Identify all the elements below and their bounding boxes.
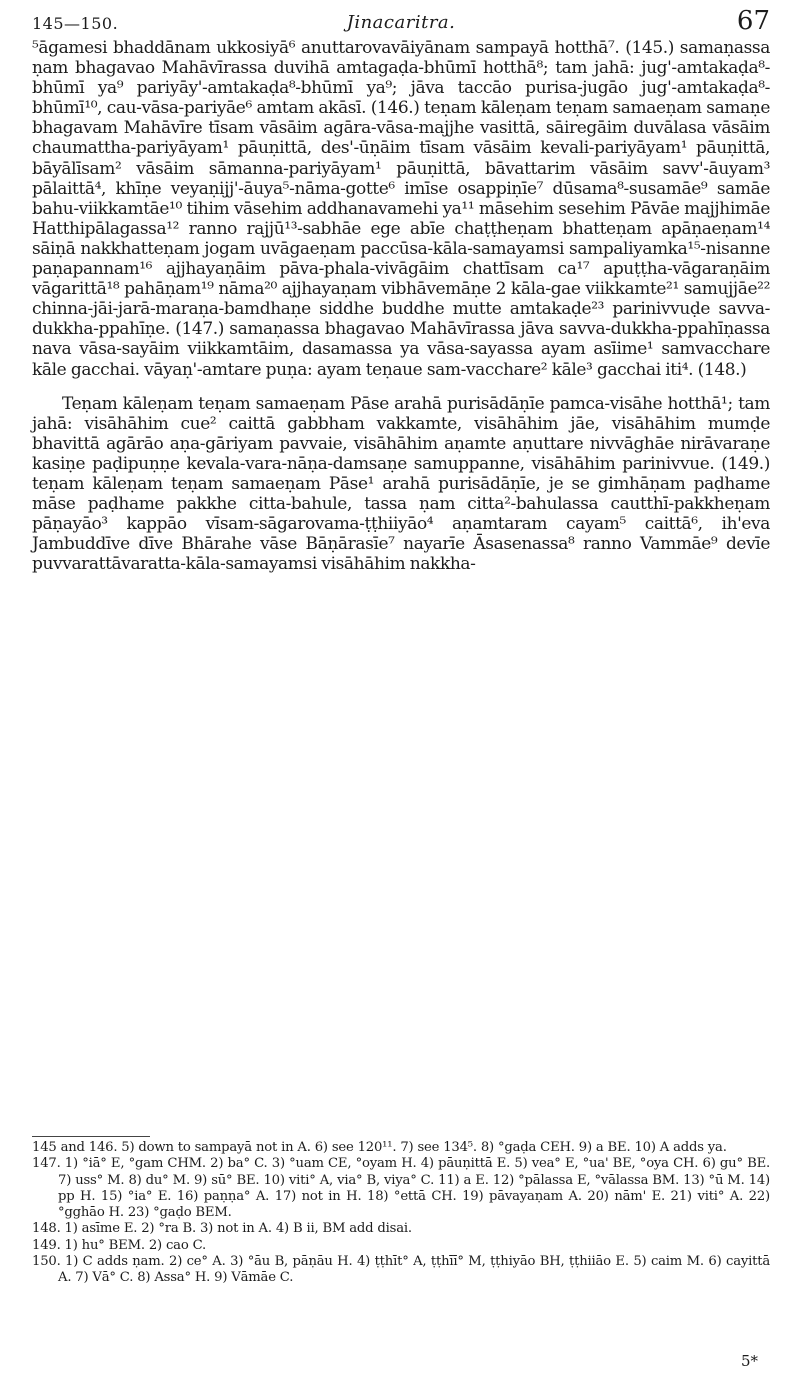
footnote: 147. 1) °iā° E, °gam CHM. 2) ba° C. 3) °uam CE, °oyam H. 4) pāuṇittā E. 5) vea° E, °ua' BE, °oya CH. 6) gu° BE. 7) uss° M. 8) du° M. 9) sū° BE. 10) viti° A, via° B, viya° C. 11) a E. 12) °pālassa E, °vālassa BM. 13) °ū M. 14) pp H. 15) °ia° E. 16) paṇṇa° A. 17) not in H. 18) °ettā CH. 19) pāvayaṇam A. 20) nām' E. 21) viti° A. 22) °gghāo H. 23) °gaḍo BEM. (32, 1156, 770, 1221)
section-range: 145—150. (32, 14, 119, 33)
paragraph: ⁵āgamesi bhaddānam ukkosiyā⁶ anuttarovavāiyānam sampayā hotthā⁷. (145.) samaṇassa ṇam bhagavao Mahāvīrassa duvihā amtagaḍa-bhūmī hotthā⁸; tam jahā: jug'-amtakaḍa⁸-bhūmī ya⁹ pariyāy'-amtakaḍa⁸-bhūmī ya⁹; jāva taccāo purisa-jugāo jug'-amtakaḍa⁸-bhūmī¹⁰, cau-vāsa-pariyāe⁶ amtam akāsī. (146.) teṇam kāleṇam teṇam samaeṇam samaṇe bhagavam Mahāvīre tīsam vāsāim agāra-vāsa-majjhe vasittā, sāiregāim duvālasa vāsāim chaumattha-pariyāyam¹ pāuṇittā, des'-ūṇāim tīsam vāsāim kevali-pariyāyam¹ pāuṇittā, bāyālīsam² vāsāim sāmanna-pariyāyam¹ pāuṇittā, bāvattarim vāsāim savv'-āuyam³ pālaittā⁴, khīṇe veyaṇijj'-āuya⁵-nāma-gotte⁶ imīse osappiṇīe⁷ dūsama⁸-susamāe⁹ samāe bahu-viikkamtāe¹⁰ tihim vāsehim addhanavamehi ya¹¹ māsehim sesehim Pāvāe majjhimāe Hatthipālagassa¹² ranno rajjū¹³-sabhāe ege abīe chaṭṭheṇam bhatteṇam apāṇaeṇam¹⁴ sāiṇā nakkhatteṇam jogam uvāgaeṇam paccūsa-kāla-samayamsi sampaliyamka¹⁵-nisanne paṇapannam¹⁶ ajjhayaṇāim pāva-phala-vivāgāim chattīsam ca¹⁷ apuṭṭha-vāgaraṇāim vāgarittā¹⁸ pahāṇam¹⁹ nāma²⁰ ajjhayaṇam vibhāvemāṇe 2 kāla-gae viikkamte²¹ samujjāe²² chinna-jāi-jarā-maraṇa-bamdhaṇe siddhe buddhe mutte amtakaḍe²³ parinivvuḍe savva-dukkha-ppahīṇe. (147.) samaṇassa bhagavao Mahāvīrassa jāva savva-dukkha-ppahīṇassa nava vāsa-sayāim viikkamtāim, dasamassa ya vāsa-sayassa ayam asīime¹ samvacchare kāle gacchai. vāyaṇ'-amtare puṇa: ayam teṇaue sam-vacchare² kāle³ gacchai iti⁴. (148.) (32, 38, 770, 380)
footnote: 148. 1) asīme E. 2) °ra B. 3) not in A. 4) B ii, BM add disai. (32, 1221, 412, 1237)
printer-signature: 5* (740, 1352, 758, 1370)
footnotes (32, 1140, 770, 1287)
page-header (32, 4, 770, 38)
running-title: Jinacaritra. (346, 12, 456, 33)
footnote: 150. 1) C adds ṇam. 2) ce° A. 3) °āu B, pāṇāu H. 4) ṭṭhīt° A, ṭṭhīī° M, ṭṭhiyāo BH, ṭṭhiiāo E. 5) caim M. 6) cayittā A. 7) Vā° C. 8) Assa° H. 9) Vāmāe C. (32, 1254, 770, 1286)
main-text (32, 38, 770, 574)
footnote: 149. 1) hu° BEM. 2) cao C. (32, 1237, 206, 1253)
paragraph: Teṇam kāleṇam teṇam samaeṇam Pāse arahā purisādāṇīe pamca-visāhe hotthā¹; tam jahā: visāhāhim cue² caittā gabbham vakkamte, visāhāhim jāe, visāhāhim mumḍe bhavittā agārāo aṇa-gāriyam pavvaie, visāhāhim aṇamte aṇuttare nivvāghāe nirāvaraṇe kasiṇe paḍipuṇṇe kevala-vara-nāṇa-damsaṇe samuppanne, visāhāhim parinivvue. (149.) teṇam kāleṇam teṇam samaeṇam Pāse¹ arahā purisādāṇīe, je se gimhāṇam paḍhame māse paḍhame pakkhe citta-bahule, tassa ṇam citta²-bahulassa cautthī-pakkheṇam pāṇayāo³ kappāo vīsam-sāgarovama-ṭṭhiiyāo⁴ aṇamtaram cayam⁵ caittā⁶, ih'eva Jambuddīve dīve Bhārahe vāse Bāṇārasīe⁷ nayarīe Āsasenassa⁸ ranno Vammāe⁹ devīe puvvarattāvaratta-kāla-samayamsi visāhāhim nakkha- (32, 393, 770, 575)
page-number: 67 (736, 6, 770, 36)
footnote: 145 and 146. 5) down to sampayā not in A. 6) see 120¹¹. 7) see 134⁵. 8) °gaḍa CEH. 9) a BE. 10) A adds ya. (32, 1140, 727, 1155)
footnote-divider (32, 1136, 150, 1137)
